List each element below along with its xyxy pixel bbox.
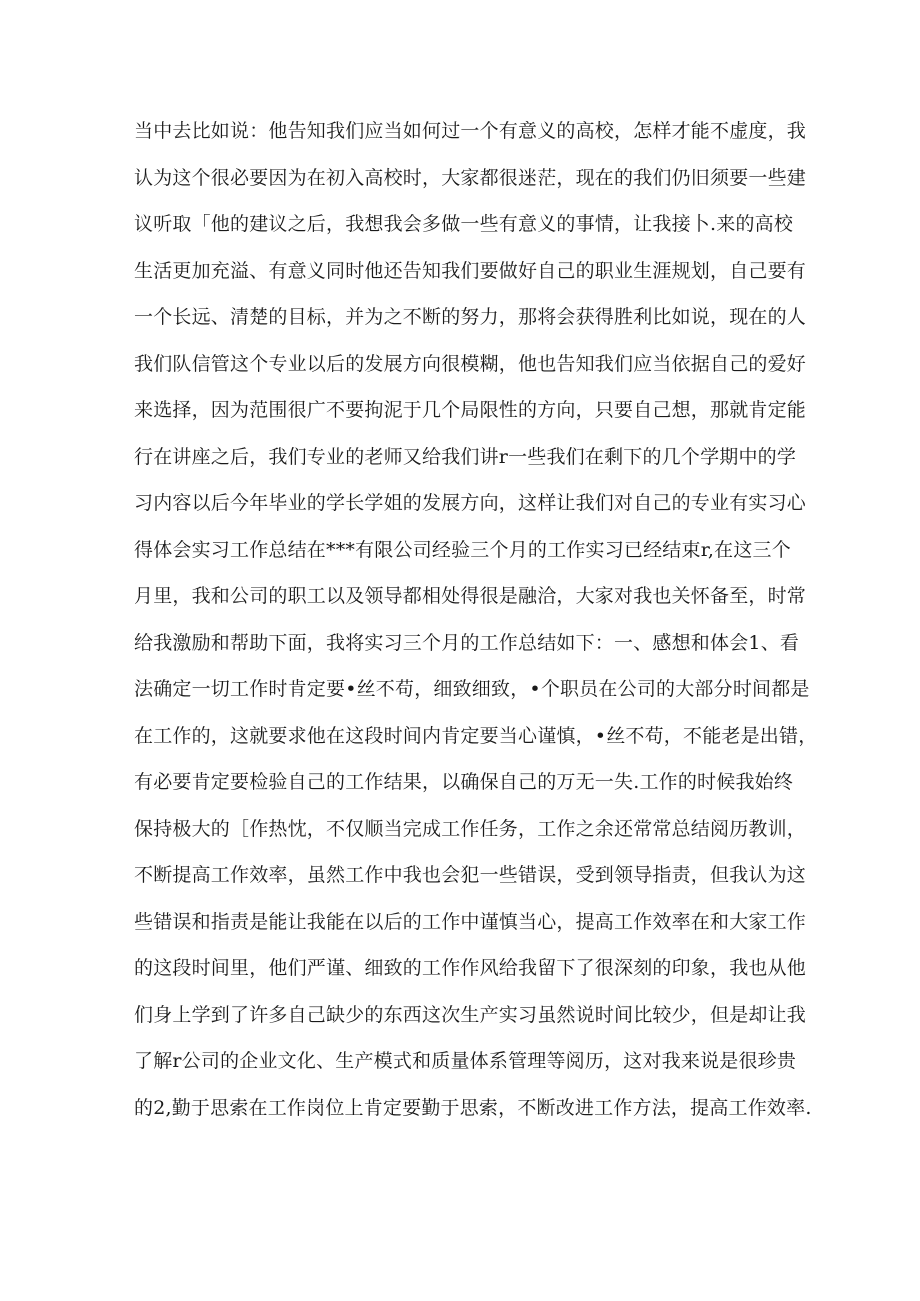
text-line: 保持极大的［作热忱，不仅顺当完成工作任务，工作之余还常常总结阅历教训， <box>134 817 807 840</box>
text-line: 当中去比如说：他告知我们应当如何过一个有意义的高校，怎样才能不虚度，我 <box>134 120 807 142</box>
text-line: 议听取「他的建议之后，我想我会多做一些有意义的事情，让我接卜.来的高校 <box>134 213 794 235</box>
text-line: 了解r公司的企业文化、生产模式和质量体系管理等阅历，这对我来说是很珍贵 <box>134 1050 797 1072</box>
text-line: 们身上学到了许多自己缺少的东西这次生产实习虽然说时间比较少，但是却让我 <box>134 1003 807 1026</box>
text-line: 给我激励和帮助下面，我将实习三个月的工作总结如下：一、感想和体会1、看 <box>134 631 800 654</box>
text-line: 我们队信管这个专业以后的发展方向很模糊，他也告知我们应当依据自己的爱好 <box>134 352 807 375</box>
text-line: 不断提高工作效率，虽然工作中我也会犯一些错误，受到领导指责，但我认为这 <box>134 864 807 886</box>
text-line: 生活更加充溢、有意义同时他还告知我们要做好自己的职业生涯规划，自己要有 <box>134 259 807 282</box>
text-line: 的2,勤于思索在工作岗位上肯定要勤于思索，不断改进工作方法，提高工作效率. <box>134 1096 812 1119</box>
text-line: 行在讲座之后，我们专业的老师又给我们讲r一些我们在剩下的几个学期中的学 <box>134 445 797 468</box>
text-line: 的这段时间里，他们严谨、细致的工作作风给我留下了很深刻的印象，我也从他 <box>134 957 807 979</box>
text-line: 习内容以后今年毕业的学长学姐的发展方向，这样让我们对自己的专业有实习心 <box>134 492 807 514</box>
text-line: 得体会实习工作总结在***有限公司经验三个月的工作实习已经结束r,在这三个 <box>134 538 791 561</box>
body-paragraph <box>134 108 818 1131</box>
text-line: 有必要肯定要检验自己的工作结果，以确保自己的万无一失.工作的时候我始终 <box>134 771 794 793</box>
text-line: 些错误和指责是能让我能在以后的工作中谨慎当心，提高工作效率在和大家工作 <box>134 910 807 933</box>
text-line: 一个长远、清楚的目标，并为之不断的努力，那将会获得胜利比如说，现在的人 <box>134 306 807 328</box>
text-line: 月里，我和公司的职工以及领导都相处得很是融洽，大家对我也关怀备至，时常 <box>134 585 807 607</box>
text-line: 来选择，因为范围很广不要拘泥于几个局限性的方向，只要自己想，那就肯定能 <box>134 399 807 421</box>
text-line: 在工作的，这就要求他在这段时间内肯定要当心谨慎，•丝不苟，不能老是出错， <box>134 724 818 747</box>
text-line: 法确定一切工作时肯定要•丝不苟，细致细致，•个职员在公司的大部分时间都是 <box>134 678 810 700</box>
text-line: 认为这个很必要因为在初入高校时，大家都很迷茫，现在的我们仍旧须要一些建 <box>134 166 807 189</box>
